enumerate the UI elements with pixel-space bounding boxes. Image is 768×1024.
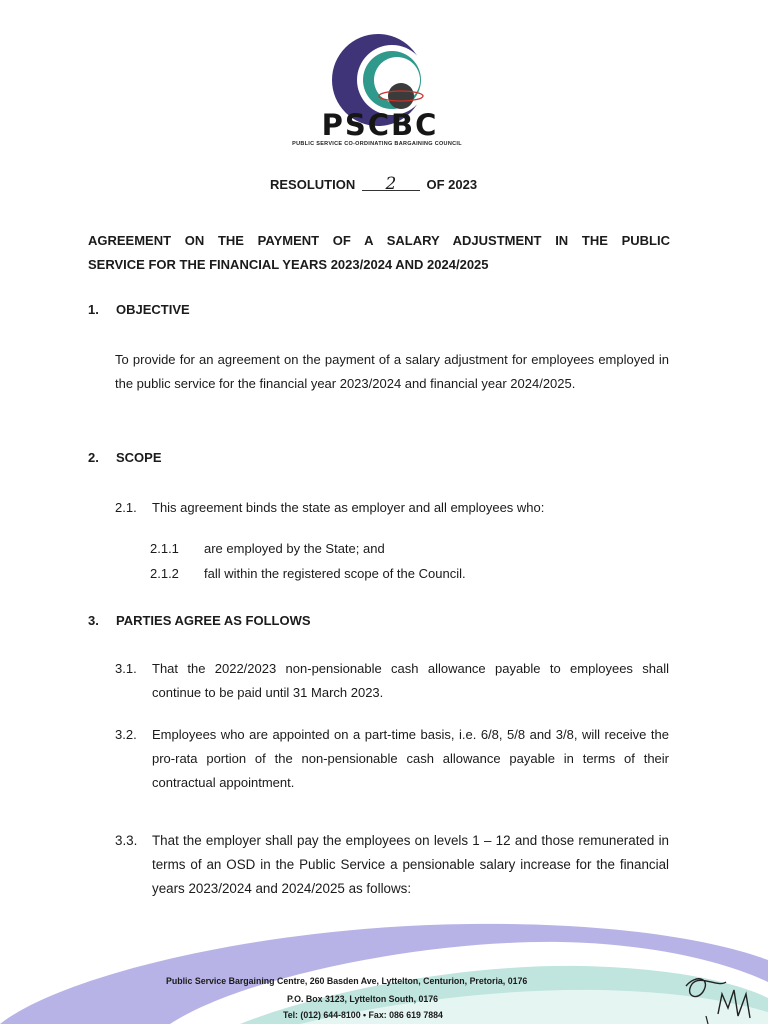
footer-contact: Tel: (012) 644-8100 • Fax: 086 619 7884	[283, 1010, 443, 1020]
clause-number: 3.2.	[115, 727, 137, 742]
handwritten-initials	[648, 944, 768, 1024]
clause-2-1-2	[150, 566, 466, 581]
resolution-line	[270, 174, 478, 194]
clause-2-1-1	[150, 541, 385, 556]
section-number: 2.	[88, 450, 99, 465]
clause-text: fall within the registered scope of the Council.	[204, 566, 466, 581]
org-fullname: PUBLIC SERVICE CO-ORDINATING BARGAINING COUNCIL	[292, 141, 462, 147]
clause-3-3	[115, 829, 669, 901]
footer-address: Public Service Bargaining Centre, 260 Basden Ave, Lyttelton, Centurion, Pretoria, 0176	[166, 976, 528, 986]
title-line-1: AGREEMENT ON THE PAYMENT OF A SALARY ADJUSTMENT IN THE PUBLIC	[88, 233, 670, 248]
footer	[0, 918, 768, 1024]
clause-number: 2.1.	[115, 500, 137, 515]
clause-3-1	[115, 657, 669, 705]
document-title	[88, 229, 670, 277]
clause-2-1	[115, 500, 544, 515]
clause-text: Employees who are appointed on a part-time basis, i.e. 6/8, 5/8 and 3/8, will receive the pro-rata portion of the non-pensionable cash allowance payable in terms of their contractual appointment.	[152, 727, 669, 790]
section-number: 1.	[88, 302, 99, 317]
section-title: PARTIES AGREE AS FOLLOWS	[116, 613, 311, 628]
section-3-heading	[88, 613, 311, 628]
section-2-heading	[88, 450, 162, 465]
org-acronym: PSCBC	[321, 108, 439, 142]
clause-text: are employed by the State; and	[204, 541, 385, 556]
title-line-2: SERVICE FOR THE FINANCIAL YEARS 2023/2024 AND 2024/2025	[88, 257, 489, 272]
clause-number: 2.1.2	[150, 566, 179, 581]
clause-3-2	[115, 723, 669, 795]
clause-number: 3.3.	[115, 833, 138, 848]
resolution-number: 2	[362, 178, 420, 191]
section-1-heading	[88, 302, 190, 317]
objective-paragraph: To provide for an agreement on the payment of a salary adjustment for employees employed in the public service for the financial year 2023/2024 and financial year 2024/2025.	[115, 352, 669, 391]
clause-number: 2.1.1	[150, 541, 179, 556]
section-number: 3.	[88, 613, 99, 628]
resolution-label: RESOLUTION	[270, 177, 356, 192]
section-title: SCOPE	[116, 450, 162, 465]
clause-number: 3.1.	[115, 661, 137, 676]
footer-po-box: P.O. Box 3123, Lyttelton South, 0176	[287, 994, 439, 1004]
section-title: OBJECTIVE	[116, 302, 190, 317]
clause-text: This agreement binds the state as employer and all employees who:	[152, 500, 545, 515]
resolution-year: OF 2023	[426, 177, 478, 192]
clause-text: That the employer shall pay the employees on levels 1 – 12 and those remunerated in terms of an OSD in the Public Service a pensionable salary increase for the financial years 2023/2024 and 2024/2025 as follows:	[152, 833, 669, 896]
clause-text: That the 2022/2023 non-pensionable cash allowance payable to employees shall continue to be paid until 31 March 2023.	[152, 661, 669, 700]
